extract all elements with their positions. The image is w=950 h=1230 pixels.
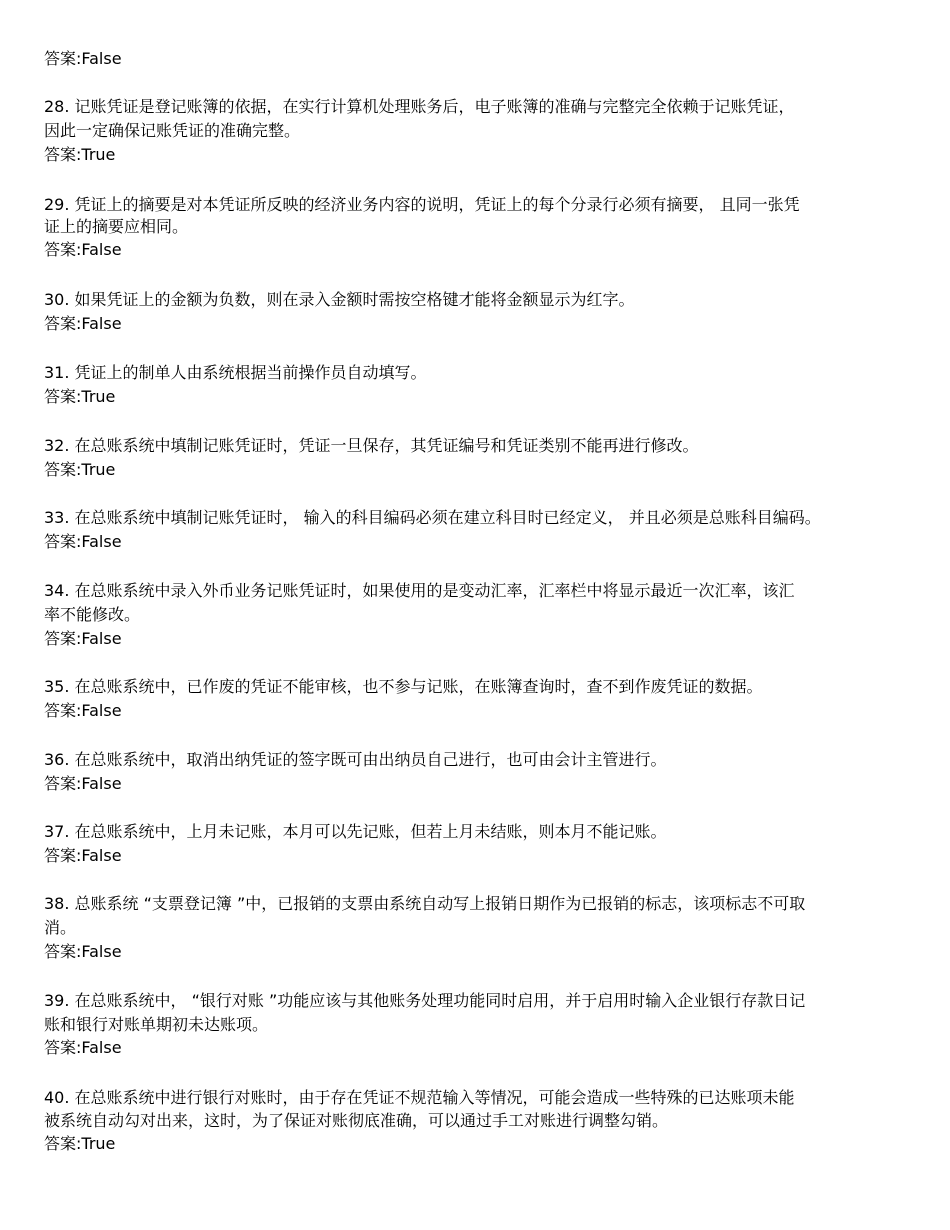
answer-32: 答案:True — [44, 460, 116, 479]
question-39-line-2: 账和银行对账单期初未达账项。 — [44, 1015, 269, 1034]
answer-28: 答案:True — [44, 145, 116, 164]
question-31-line-1: 31. 凭证上的制单人由系统根据当前操作员自动填写。 — [44, 363, 427, 382]
question-28-line-1: 28. 记账凭证是登记账簿的依据，在实行计算机处理账务后，电子账簿的准确与完整完全依赖于记账凭证， — [44, 97, 795, 116]
question-38-line-1: 38. 总账系统 “支票登记簿 ”中，已报销的支票由系统自动写上报销日期作为已报销的标志，该项标志不可取 — [44, 894, 806, 913]
answer-37: 答案:False — [44, 846, 122, 865]
answer-40: 答案:True — [44, 1134, 116, 1153]
question-40-line-1: 40. 在总账系统中进行银行对账时，由于存在凭证不规范输入等情况，可能会造成一些特殊的已达账项未能 — [44, 1088, 795, 1107]
answer-31: 答案:True — [44, 387, 116, 406]
answer-34: 答案:False — [44, 629, 122, 648]
question-35-line-1: 35. 在总账系统中，已作废的凭证不能审核，也不参与记账，在账簿查询时，查不到作废凭证的数据。 — [44, 677, 763, 696]
question-36-line-1: 36. 在总账系统中，取消出纳凭证的签字既可由出纳员自己进行，也可由会计主管进行。 — [44, 750, 667, 769]
answer-36: 答案:False — [44, 774, 122, 793]
question-39-line-1: 39. 在总账系统中， “银行对账 ”功能应该与其他账务处理功能同时启用，并于启用时输入企业银行存款日记 — [44, 991, 806, 1010]
question-29-line-1: 29. 凭证上的摘要是对本凭证所反映的经济业务内容的说明，凭证上的每个分录行必须有摘要， 且同一张凭 — [44, 195, 800, 214]
answer-35: 答案:False — [44, 701, 122, 720]
answer-33: 答案:False — [44, 532, 122, 551]
question-40-line-2: 被系统自动勾对出来，这时，为了保证对账彻底准确，可以通过手工对账进行调整勾销。 — [44, 1111, 669, 1130]
answer-38: 答案:False — [44, 942, 122, 961]
answer-27: 答案:False — [44, 49, 122, 68]
question-33-line-1: 33. 在总账系统中填制记账凭证时， 输入的科目编码必须在建立科目时已经定义， 并且必须是总账科目编码。 — [44, 508, 821, 527]
question-38-line-2: 消。 — [44, 918, 77, 937]
question-28-line-2: 因此一定确保记账凭证的准确完整。 — [44, 121, 301, 140]
question-30-line-1: 30. 如果凭证上的金额为负数，则在录入金额时需按空格键才能将金额显示为红字。 — [44, 290, 635, 309]
question-29-line-2: 证上的摘要应相同。 — [44, 217, 189, 236]
answer-30: 答案:False — [44, 314, 122, 333]
question-37-line-1: 37. 在总账系统中，上月未记账，本月可以先记账，但若上月未结账，则本月不能记账。 — [44, 822, 667, 841]
answer-39: 答案:False — [44, 1038, 122, 1057]
answer-29: 答案:False — [44, 240, 122, 259]
question-34-line-2: 率不能修改。 — [44, 605, 141, 624]
question-32-line-1: 32. 在总账系统中填制记账凭证时，凭证一旦保存，其凭证编号和凭证类别不能再进行修改。 — [44, 436, 699, 455]
question-34-line-1: 34. 在总账系统中录入外币业务记账凭证时，如果使用的是变动汇率，汇率栏中将显示最近一次汇率，该汇 — [44, 581, 795, 600]
